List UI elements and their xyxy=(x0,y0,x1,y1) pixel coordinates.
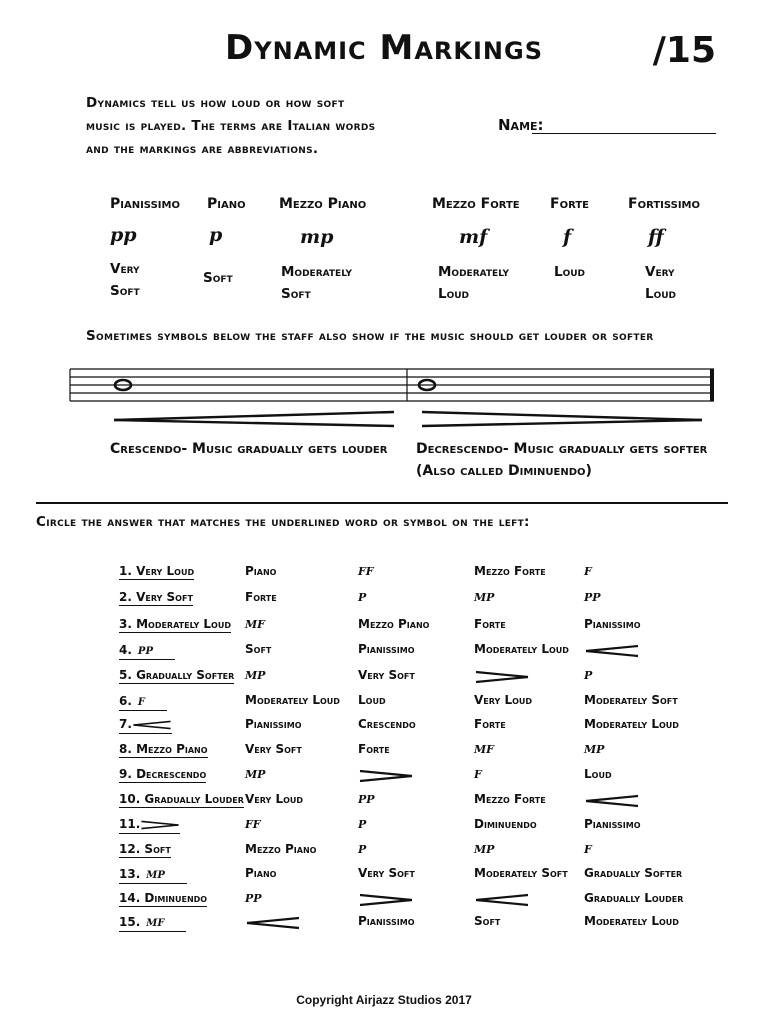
intro-line: and the markings are abbreviations. xyxy=(86,141,319,157)
decrescendo-hairpin-icon xyxy=(422,412,702,426)
term-desc-mezzo-forte: Moderately Loud xyxy=(438,264,510,302)
answer-option[interactable]: Diminuendo xyxy=(474,817,537,831)
crescendo-caption: Crescendo- Music gradually gets louder xyxy=(110,441,388,457)
answer-option-crescendo-hairpin[interactable] xyxy=(474,893,530,910)
answer-option[interactable]: Very Loud xyxy=(245,792,304,806)
answer-option[interactable]: Gradually Louder xyxy=(584,891,684,905)
question-dynamic-symbol: f xyxy=(137,693,146,709)
answer-option[interactable]: Gradually Softer xyxy=(584,866,683,880)
term-desc-piano: Soft xyxy=(203,270,233,286)
question-label xyxy=(119,914,186,932)
page-title: Dynamic Markings xyxy=(224,28,543,68)
question-label-text: 4. xyxy=(119,643,132,657)
crescendo-hairpin-icon xyxy=(132,718,172,732)
answer-option-symbol[interactable]: p xyxy=(358,839,367,857)
music-staff xyxy=(68,366,718,406)
staff-hairpins xyxy=(110,408,710,432)
dynamic-symbol-pp: pp xyxy=(110,224,137,246)
answer-option-decrescendo-hairpin[interactable] xyxy=(474,670,530,687)
decrescendo-caption: Decrescendo- Music gradually gets softer (Also called Diminuendo) xyxy=(416,438,707,482)
question-label xyxy=(119,866,187,884)
question-label xyxy=(119,792,244,808)
answer-option-symbol[interactable]: p xyxy=(584,665,593,683)
answer-option[interactable]: Forte xyxy=(474,717,506,731)
answer-option-symbol[interactable]: p xyxy=(358,587,367,605)
question-label-text: 6. xyxy=(119,694,132,708)
term-name-mezzo-piano: Mezzo Piano xyxy=(279,196,367,212)
decrescendo-hairpin-icon xyxy=(474,670,530,684)
answer-option[interactable]: Piano xyxy=(245,564,277,578)
answer-option[interactable]: Moderately Loud xyxy=(245,693,340,707)
dynamic-symbol-mf: mf xyxy=(459,226,488,248)
answer-option[interactable]: Mezzo Forte xyxy=(474,564,546,578)
term-name-forte: Forte xyxy=(550,196,589,212)
answer-option[interactable]: Very Soft xyxy=(245,742,302,756)
answer-option-symbol[interactable]: f xyxy=(584,839,592,857)
answer-option-symbol[interactable]: mp xyxy=(245,665,266,683)
answer-option-symbol[interactable]: mf xyxy=(474,739,494,757)
question-dynamic-symbol: pp xyxy=(137,642,153,658)
question-label xyxy=(119,590,193,606)
answer-option-decrescendo-hairpin[interactable] xyxy=(358,769,414,786)
question-label xyxy=(119,642,175,660)
decrescendo-hairpin-icon xyxy=(140,818,180,832)
question-label xyxy=(119,742,208,758)
question-label-text: 14. Diminuendo xyxy=(119,891,208,905)
name-label: Name: xyxy=(498,116,544,134)
question-label xyxy=(119,617,231,633)
crescendo-hairpin-icon xyxy=(245,916,301,930)
answer-option-symbol[interactable]: ff xyxy=(245,814,261,832)
instructions: Circle the answer that matches the underlined word or symbol on the left: xyxy=(36,514,530,530)
question-label-text: 11. xyxy=(119,817,141,831)
symbols-sentence: Sometimes symbols below the staff also show if the music should get louder or softer xyxy=(86,328,654,344)
answer-option[interactable]: Forte xyxy=(358,742,390,756)
question-label-text: 7. xyxy=(119,717,132,731)
answer-option[interactable]: Moderately Loud xyxy=(584,914,679,928)
question-label xyxy=(119,668,234,684)
answer-option[interactable]: Soft xyxy=(474,914,501,928)
question-label-text: 15. xyxy=(119,915,141,929)
dynamic-symbol-mp: mp xyxy=(300,226,334,248)
decrescendo-hairpin-icon xyxy=(358,769,414,783)
intro-line: Dynamics tell us how loud or how soft xyxy=(86,95,345,111)
answer-option[interactable]: Mezzo Forte xyxy=(474,792,546,806)
crescendo-hairpin-icon xyxy=(474,893,530,907)
intro-line: music is played. The terms are Italian words xyxy=(86,118,376,134)
term-desc-mezzo-piano: Moderately Soft xyxy=(281,264,353,302)
term-desc-pianissimo: Very Soft xyxy=(110,261,140,299)
question-label xyxy=(119,891,207,907)
answer-option[interactable]: Very Loud xyxy=(474,693,533,707)
copyright-footer: Copyright Airjazz Studios 2017 xyxy=(296,993,472,1007)
term-name-fortissimo: Fortissimo xyxy=(628,196,700,212)
answer-option-symbol[interactable]: mp xyxy=(245,764,266,782)
answer-option[interactable]: Forte xyxy=(474,617,506,631)
answer-option[interactable]: Mezzo Piano xyxy=(358,617,430,631)
answer-option-symbol[interactable]: f xyxy=(584,561,592,579)
answer-option-symbol[interactable]: pp xyxy=(584,587,601,605)
dynamic-symbol-f: f xyxy=(563,226,572,248)
term-desc-forte: Loud xyxy=(554,264,586,280)
answer-option[interactable]: Soft xyxy=(245,642,272,656)
answer-option[interactable]: Moderately Soft xyxy=(584,693,678,707)
decrescendo-note: (Also called Diminuendo) xyxy=(416,463,592,479)
answer-option-symbol[interactable]: ff xyxy=(358,561,374,579)
answer-option-symbol[interactable]: mp xyxy=(474,587,495,605)
answer-option-symbol[interactable]: pp xyxy=(245,888,262,906)
answer-option-decrescendo-hairpin[interactable] xyxy=(358,893,414,910)
term-name-pianissimo: Pianissimo xyxy=(110,196,180,212)
answer-option[interactable]: Mezzo Piano xyxy=(245,842,317,856)
answer-option[interactable]: Pianissimo xyxy=(584,617,641,631)
question-label xyxy=(119,817,180,834)
question-label-text: 3. Moderately Loud xyxy=(119,617,231,631)
question-label xyxy=(119,693,167,711)
term-name-piano: Piano xyxy=(207,196,246,212)
term-name-mezzo-forte: Mezzo Forte xyxy=(432,196,520,212)
question-label xyxy=(119,717,172,734)
answer-option[interactable]: Loud xyxy=(358,693,386,707)
answer-option-crescendo-hairpin[interactable] xyxy=(245,916,301,933)
question-label-text: 12. Soft xyxy=(119,842,171,856)
question-label-text: 9. Decrescendo xyxy=(119,767,207,781)
answer-option-symbol[interactable]: pp xyxy=(358,789,375,807)
name-input-line[interactable] xyxy=(532,133,716,134)
answer-option-symbol[interactable]: mf xyxy=(245,614,265,632)
answer-option-crescendo-hairpin[interactable] xyxy=(584,644,640,661)
question-label-text: 5. Gradually Softer xyxy=(119,668,235,682)
answer-option[interactable]: Forte xyxy=(245,590,277,604)
answer-option[interactable]: Moderately Soft xyxy=(474,866,568,880)
answer-option[interactable]: Very Soft xyxy=(358,866,415,880)
crescendo-hairpin-icon xyxy=(114,412,394,426)
intro-text xyxy=(86,92,406,161)
question-label-text: 10. Gradually Louder xyxy=(119,792,244,806)
crescendo-hairpin-icon xyxy=(584,794,640,808)
question-dynamic-symbol: mf xyxy=(146,914,165,930)
term-desc-fortissimo: Very Loud xyxy=(645,264,677,302)
answer-option[interactable]: Crescendo xyxy=(358,717,416,731)
question-label xyxy=(119,842,171,858)
question-label xyxy=(119,767,206,783)
answer-option-symbol[interactable]: p xyxy=(358,814,367,832)
section-divider xyxy=(36,502,728,504)
answer-option[interactable]: Pianissimo xyxy=(358,642,415,656)
answer-option[interactable]: Very Soft xyxy=(358,668,415,682)
question-dynamic-symbol: mp xyxy=(146,866,165,882)
answer-option[interactable]: Pianissimo xyxy=(245,717,302,731)
question-label-text: 2. Very Soft xyxy=(119,590,193,604)
answer-option[interactable]: Pianissimo xyxy=(358,914,415,928)
answer-option[interactable]: Moderately Loud xyxy=(474,642,569,656)
dynamic-symbol-p: p xyxy=(209,224,223,246)
question-label-text: 8. Mezzo Piano xyxy=(119,742,208,756)
question-label-text: 13. xyxy=(119,867,141,881)
answer-option-symbol[interactable]: f xyxy=(474,764,482,782)
answer-option[interactable]: Loud xyxy=(584,767,612,781)
answer-option-symbol[interactable]: mp xyxy=(474,839,495,857)
answer-option[interactable]: Moderately Loud xyxy=(584,717,679,731)
question-label-text: 1. Very Loud xyxy=(119,564,195,578)
answer-option[interactable]: Pianissimo xyxy=(584,817,641,831)
answer-option[interactable]: Piano xyxy=(245,866,277,880)
answer-option-symbol[interactable]: mp xyxy=(584,739,605,757)
dynamic-symbol-ff: ff xyxy=(648,226,664,248)
answer-option-crescendo-hairpin[interactable] xyxy=(584,794,640,811)
question-label xyxy=(119,564,194,580)
decrescendo-hairpin-icon xyxy=(358,893,414,907)
score-total: /15 xyxy=(652,30,716,71)
crescendo-hairpin-icon xyxy=(584,644,640,658)
